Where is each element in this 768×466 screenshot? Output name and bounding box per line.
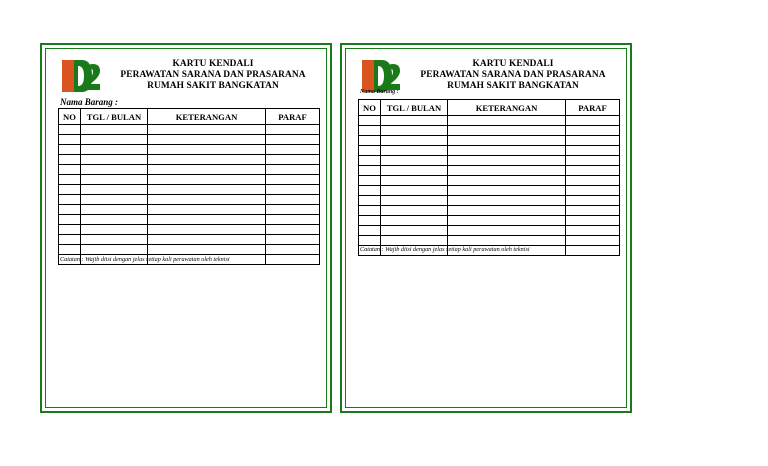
table-cell [81,155,148,165]
table-row [59,175,320,185]
table-cell [266,165,320,175]
table-row [59,165,320,175]
table-cell [266,145,320,155]
table-row [359,226,620,236]
table-header-row [359,100,620,116]
log-rows [59,125,320,265]
table-cell [566,196,620,206]
table-cell [148,195,266,205]
col-description-header: KETERANGAN [148,109,266,125]
col-no-header: NO [59,109,81,125]
table-cell [266,255,320,265]
table-row [59,205,320,215]
card-title [102,59,324,92]
table-cell [566,186,620,196]
table-row [359,206,620,216]
table-cell [59,175,81,185]
table-cell [266,155,320,165]
table-row [59,125,320,135]
table-cell [448,166,566,176]
table-cell [359,206,381,216]
table-cell [81,205,148,215]
item-name-label: Nama Barang : [360,89,399,95]
table-cell [359,186,381,196]
table-cell [266,135,320,145]
table-cell [448,146,566,156]
table-cell [266,175,320,185]
table-cell [566,146,620,156]
table-cell [81,195,148,205]
table-cell [359,136,381,146]
table-row [59,155,320,165]
table-cell [81,135,148,145]
table-cell [359,216,381,226]
table-cell [448,176,566,186]
table-cell [59,245,81,255]
table-row [59,245,320,255]
table-cell [81,245,148,255]
table-cell [566,156,620,166]
table-row [59,135,320,145]
table-cell [381,186,448,196]
table-cell [148,215,266,225]
table-cell [148,155,266,165]
title-line-1: KARTU KENDALI [472,59,554,69]
table-cell [566,126,620,136]
table-cell [266,235,320,245]
table-cell [381,206,448,216]
table-cell [566,116,620,126]
maintenance-log-table [58,108,320,265]
table-cell [59,235,81,245]
table-cell [148,145,266,155]
table-cell [59,225,81,235]
footnote: Catatan : Wajib diisi dengan jelas setiap kali perawatan oleh teknisi [360,246,530,253]
hospital-logo-icon [60,58,102,94]
table-row [59,215,320,225]
item-name-label: Nama Barang : [60,97,119,107]
table-cell [266,205,320,215]
table-cell [266,185,320,195]
log-rows [359,116,620,256]
table-cell [566,206,620,216]
table-cell [381,226,448,236]
table-cell [448,136,566,146]
table-cell [381,166,448,176]
table-cell [448,226,566,236]
table-row [359,196,620,206]
table-cell [81,235,148,245]
table-cell [381,146,448,156]
table-cell [148,135,266,145]
table-cell [566,246,620,256]
table-cell [59,145,81,155]
table-cell [448,196,566,206]
table-cell [59,155,81,165]
table-row [359,136,620,146]
table-row [59,185,320,195]
table-cell [566,216,620,226]
table-cell [148,235,266,245]
table-row [59,235,320,245]
table-row [359,126,620,136]
table-cell [448,216,566,226]
table-cell [359,146,381,156]
table-cell [148,165,266,175]
table-cell [59,135,81,145]
table-cell [81,175,148,185]
table-cell [359,176,381,186]
table-cell [381,236,448,246]
table-cell [381,196,448,206]
table-cell [148,225,266,235]
card-title [402,59,624,92]
table-cell [566,176,620,186]
table-cell [59,125,81,135]
table-cell [148,125,266,135]
table-cell [59,165,81,175]
col-signature-header: PARAF [566,100,620,116]
table-cell [266,245,320,255]
table-cell [359,116,381,126]
table-cell [359,226,381,236]
table-cell [81,215,148,225]
table-row [59,195,320,205]
table-cell [359,156,381,166]
table-row [359,236,620,246]
table-cell [148,175,266,185]
col-signature-header: PARAF [266,109,320,125]
table-row [59,145,320,155]
table-row [359,186,620,196]
table-cell [148,205,266,215]
col-description-header: KETERANGAN [448,100,566,116]
table-cell [81,225,148,235]
table-cell [266,215,320,225]
table-cell [148,245,266,255]
table-cell [381,126,448,136]
control-card-2 [340,43,632,413]
maintenance-log-table [358,99,620,256]
col-date-header: TGL / BULAN [81,109,148,125]
table-cell [381,176,448,186]
table-cell [566,236,620,246]
title-line-3: RUMAH SAKIT BANGKATAN [147,81,279,91]
table-cell [81,145,148,155]
table-cell [359,196,381,206]
table-cell [266,125,320,135]
col-no-header: NO [359,100,381,116]
table-row [359,156,620,166]
table-cell [81,125,148,135]
title-line-3: RUMAH SAKIT BANGKATAN [447,81,579,91]
table-cell [381,156,448,166]
table-row [359,166,620,176]
control-card-1 [40,43,332,413]
table-row [359,216,620,226]
table-cell [81,185,148,195]
table-cell [266,225,320,235]
table-row [359,116,620,126]
footnote: Catatan : Wajib diisi dengan jelas setiap kali perawatan oleh teknisi [60,256,230,263]
table-cell [359,236,381,246]
table-cell [59,215,81,225]
table-cell [381,116,448,126]
table-cell [266,195,320,205]
title-line-2: PERAWATAN SARANA DAN PRASARANA [120,70,306,80]
table-cell [448,206,566,216]
table-cell [448,156,566,166]
table-cell [81,165,148,175]
title-line-1: KARTU KENDALI [172,59,254,69]
table-cell [448,186,566,196]
table-cell [566,136,620,146]
table-row [359,146,620,156]
table-header-row [59,109,320,125]
table-cell [566,166,620,176]
table-cell [381,216,448,226]
title-line-2: PERAWATAN SARANA DAN PRASARANA [420,70,606,80]
table-cell [448,236,566,246]
col-date-header: TGL / BULAN [381,100,448,116]
table-cell [448,126,566,136]
table-cell [566,226,620,236]
table-row [359,176,620,186]
table-cell [381,136,448,146]
table-cell [148,185,266,195]
table-cell [448,116,566,126]
table-cell [359,166,381,176]
table-cell [59,205,81,215]
table-row [59,225,320,235]
table-cell [59,185,81,195]
table-cell [59,195,81,205]
table-cell [359,126,381,136]
